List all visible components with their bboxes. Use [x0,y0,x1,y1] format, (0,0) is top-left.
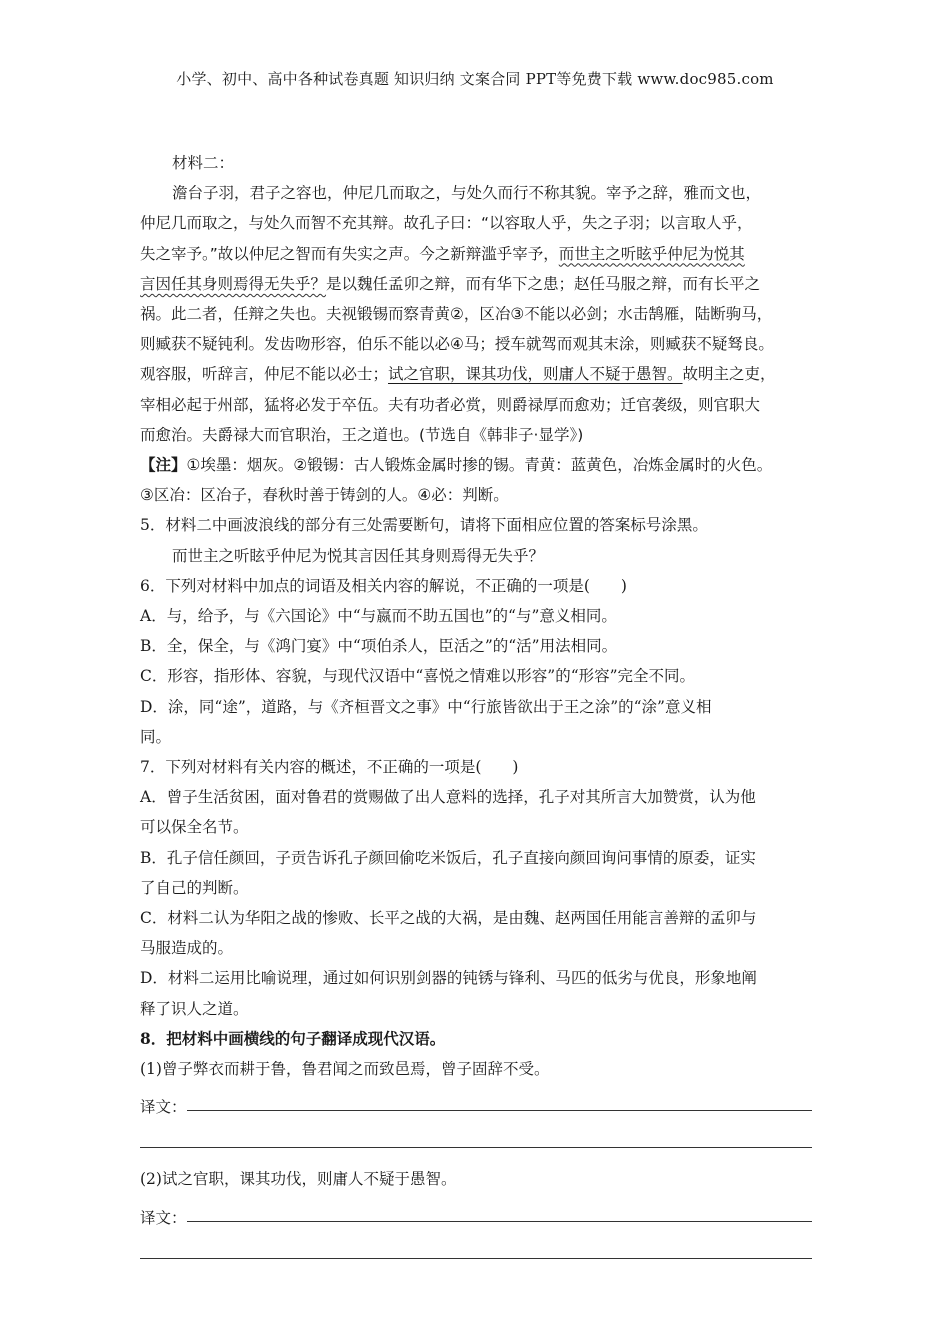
question-7-option-d: D．材料二运用比喻说理，通过如何识别剑器的钝锈与锋利、马匹的低劣与优良，形象地阐 [140,969,757,988]
passage-line-8: 宰相必起于州部，猛将必发于卒伍。夫有功者必赏，则爵禄厚而愈劝；迁官袭级，则官职大 [140,395,761,414]
question-8-sentence-2: (2)试之官职，课其功伐，则庸人不疑于愚智。 [140,1170,457,1189]
passage-line-6: 则臧获不疑钝利。发齿吻形容，伯乐不能以必④马；授车就驾而观其末涂，则臧获不疑驽良。 [140,335,774,354]
notes-line-1 [140,450,812,480]
document-body [140,148,812,1265]
question-8-stem: 8．把材料中画横线的句子翻译成现代汉语。 [140,1028,446,1048]
question-6-stem: 6．下列对材料中加点的词语及相关内容的解说，不正确的一项是( ) [140,576,627,595]
question-6-option-a: A．与，给予，与《六国论》中“与嬴而不助五国也”的“与”意义相同。 [140,607,617,626]
answer-label-1: 译文： [140,1098,187,1117]
notes-text-1: ①埃墨：烟灰。②锻锡：古人锻炼金属时掺的锡。青黄：蓝黄色，冶炼金属时的火色。 [186,456,773,475]
notes-line-2: ③区冶：区冶子，春秋时善于铸剑的人。④必：判断。 [140,486,509,505]
answer-line-2[interactable] [140,1195,812,1228]
passage-line-3 [140,239,812,269]
answer-rule-1 [187,1110,812,1111]
question-6-option-b: B．全，保全，与《鸿门宴》中“项伯杀人，臣活之”的“活”用法相同。 [140,637,618,656]
passage-line-7-pre: 观容服，听辞言，仲尼不能以必士； [140,365,389,384]
passage-line-3-text: 失之宰予。”故以仲尼之智而有失实之声。今之新辩滥乎宰予， [140,244,559,263]
answer-blank-line-2[interactable] [140,1228,812,1259]
question-7-stem: 7．下列对材料有关内容的概述，不正确的一项是( ) [140,758,519,777]
question-6-option-c: C．形容，指形体、容貌，与现代汉语中“喜悦之情难以形容”的“形容”完全不同。 [140,667,696,686]
underlined-sentence: 试之官职，课其功伐，则庸人不疑于愚智。 [388,365,683,384]
answer-rule-2 [187,1221,812,1222]
passage-line-7 [140,359,812,389]
passage-line-1: 澹台子羽，君子之容也，仲尼几而取之，与处久而行不称其貌。宰予之辞，雅而文也， [172,184,762,203]
question-6-option-d: D．涂，同“途”，道路，与《齐桓晋文之事》中“行旅皆欲出于王之涂”的“涂”意义相 [140,697,712,716]
question-8-sentence-1: (1)曾子弊衣而耕于鲁，鲁君闻之而致邑焉，曾子固辞不受。 [140,1060,550,1079]
question-7-option-b: B．孔子信任颜回，子贡告诉孔子颜回偷吃米饭后，孔子直接向颜回询问事情的原委，证实 [140,848,756,867]
passage-line-9: 而愈治。夫爵禄大而官职治，王之道也。(节选自《韩非子·显学》) [140,425,584,444]
passage-line-4 [140,269,812,299]
question-7-option-a: A．曾子生活贫困，面对鲁君的赏赐做了出人意料的选择，孔子对其所言大加赞赏，认为他 [140,788,756,807]
wavy-underlined-text-b: 言因任其身则焉得无失乎？ [140,274,327,293]
wavy-underlined-text-a: 而世主之听眩乎仲尼为悦其 [558,244,745,263]
question-7-option-a-cont: 可以保全名节。 [140,818,249,837]
question-5-sentence: 而世主之听眩乎仲尼为悦其言因任其身则焉得无失乎？ [172,546,545,565]
page-header: 小学、初中、高中各种试卷真题 知识归纳 文案合同 PPT等免费下载 www.doc985.com [176,70,774,88]
question-5-stem: 5．材料二中画波浪线的部分有三处需要断句，请将下面相应位置的答案标号涂黑。 [140,516,708,535]
question-7-option-c: C．材料二认为华阳之战的惨败、长平之战的大祸，是由魏、赵两国任用能言善辩的孟卯与 [140,909,757,928]
answer-label-2: 译文： [140,1208,187,1227]
question-7-option-c-cont: 马服造成的。 [140,939,234,958]
answer-line-1[interactable] [140,1084,812,1117]
passage-line-4-text: 是以魏任孟卯之辩，而有华下之患；赵任马服之辩，而有长平之 [326,274,761,293]
question-7-option-d-cont: 释了识人之道。 [140,999,249,1018]
material-title: 材料二： [172,154,235,172]
answer-blank-line-1[interactable] [140,1117,812,1148]
question-6-option-d-cont: 同。 [140,727,172,746]
notes-label: 【注】 [140,456,187,475]
passage-line-2: 仲尼几而取之，与处久而智不充其辩。故孔子曰：“以容取人乎，失之子羽；以言取人乎， [140,214,753,233]
passage-line-5: 祸。此二者，任辩之失也。夫视锻锡而察青黄②，区冶③不能以必剑；水击鹄雁，陆断驹马， [140,305,773,324]
passage-line-7-post: 故明主之吏， [682,365,776,384]
question-7-option-b-cont: 了自己的判断。 [140,878,249,897]
